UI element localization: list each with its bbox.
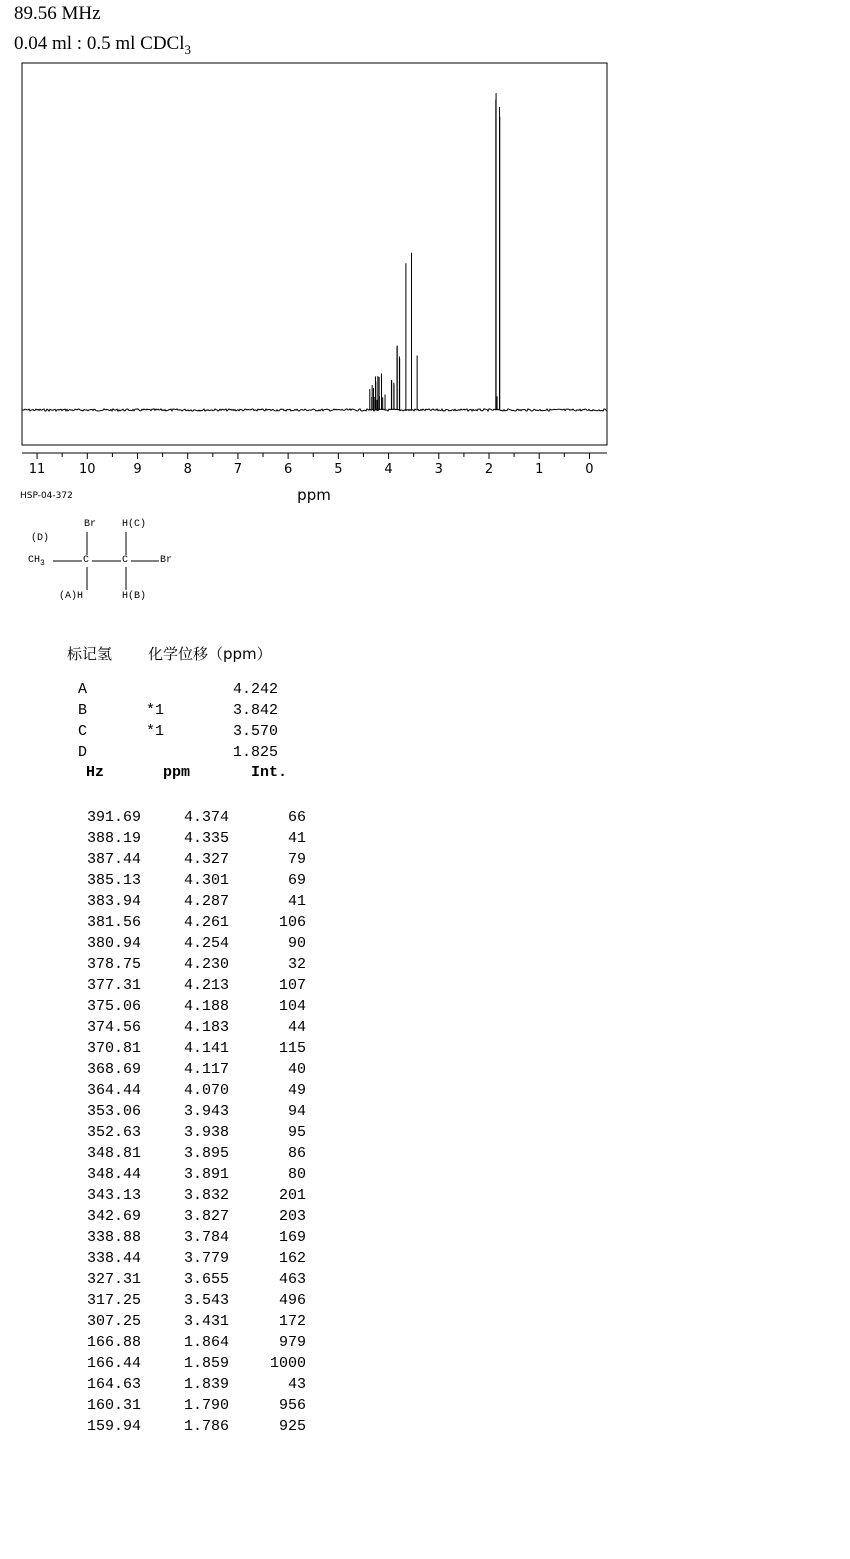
assignment-col-hydrogen: 标记氢	[67, 645, 113, 663]
peak-intensity: 201	[278, 1187, 306, 1204]
sample-prefix: 0.04 ml : 0.5 ml CDCl	[14, 33, 185, 54]
peak-hz: 166.88	[86, 1334, 141, 1351]
peak-hz: 353.06	[86, 1103, 141, 1120]
structure-ch-sub: 3	[40, 559, 45, 568]
peak-intensity: 40	[287, 1061, 306, 1078]
structure-c1: C	[83, 555, 90, 566]
peak-ppm: 4.188	[183, 998, 229, 1015]
peak-ppm: 3.431	[183, 1313, 229, 1330]
x-axis-label: ppm	[297, 486, 331, 504]
structure-ah: (A)H	[59, 591, 84, 602]
peak-intensity: 203	[278, 1208, 306, 1225]
peak-table-column-header: Hz	[86, 764, 105, 781]
peak-hz: 348.81	[86, 1145, 141, 1162]
peak-intensity: 43	[287, 1376, 306, 1393]
assignment-label: D	[78, 744, 88, 761]
peak-ppm: 3.895	[183, 1145, 229, 1162]
x-tick-label: 5	[334, 462, 343, 477]
x-tick-label: 1	[535, 462, 544, 477]
x-tick-label: 0	[585, 462, 594, 477]
peak-ppm: 4.183	[183, 1019, 229, 1036]
peak-ppm: 4.374	[183, 809, 229, 826]
peak-intensity: 107	[278, 977, 306, 994]
peak-ppm: 1.786	[183, 1418, 229, 1435]
peak-intensity: 80	[287, 1166, 306, 1183]
peak-hz: 387.44	[86, 851, 141, 868]
peak-ppm: 4.301	[183, 872, 229, 889]
peak-ppm: 4.254	[183, 935, 229, 952]
peak-hz: 375.06	[86, 998, 141, 1015]
peak-table-column-header: ppm	[163, 764, 191, 781]
peak-ppm: 4.230	[183, 956, 229, 973]
peak-ppm: 3.543	[183, 1292, 229, 1309]
peak-intensity: 979	[278, 1334, 306, 1351]
peak-ppm: 4.327	[183, 851, 229, 868]
peak-intensity: 66	[287, 809, 306, 826]
assignment-shift: 3.842	[233, 702, 279, 719]
peak-table-column-header: Int.	[251, 764, 288, 781]
peak-hz: 377.31	[86, 977, 141, 994]
peak-hz: 342.69	[86, 1208, 141, 1225]
peak-intensity: 162	[278, 1250, 306, 1267]
peak-ppm: 4.335	[183, 830, 229, 847]
structure-bonds	[0, 0, 200, 610]
peak-ppm: 4.261	[183, 914, 229, 931]
peak-hz: 307.25	[86, 1313, 141, 1330]
peak-hz: 364.44	[86, 1082, 141, 1099]
peak-hz: 381.56	[86, 914, 141, 931]
x-tick-label: 3	[434, 462, 443, 477]
x-tick-label: 9	[133, 462, 142, 477]
peak-intensity: 496	[278, 1292, 306, 1309]
x-tick-label: 11	[28, 462, 46, 477]
peak-hz: 327.31	[86, 1271, 141, 1288]
x-tick-label: 7	[233, 462, 243, 477]
peak-ppm: 3.655	[183, 1271, 229, 1288]
peak-ppm: 4.141	[183, 1040, 229, 1057]
peak-intensity: 115	[278, 1040, 306, 1057]
peak-intensity: 172	[278, 1313, 306, 1330]
assignment-label: C	[78, 723, 88, 740]
spectrum-code: HSP-04-372	[20, 491, 73, 501]
peak-hz: 338.44	[86, 1250, 141, 1267]
peak-intensity: 94	[287, 1103, 306, 1120]
peak-intensity: 90	[287, 935, 306, 952]
peak-ppm: 3.832	[183, 1187, 229, 1204]
assignment-label: A	[78, 681, 88, 698]
peak-hz: 388.19	[86, 830, 141, 847]
peak-ppm: 3.784	[183, 1229, 229, 1246]
peak-intensity: 79	[287, 851, 306, 868]
structure-c2: C	[122, 555, 129, 566]
peak-intensity: 86	[287, 1145, 306, 1162]
structure-br-top: Br	[84, 519, 97, 530]
peak-intensity: 463	[278, 1271, 306, 1288]
peak-ppm: 3.891	[183, 1166, 229, 1183]
peak-intensity: 41	[287, 893, 306, 910]
assignment-shift: 1.825	[233, 744, 279, 761]
assignment-col-shift: 化学位移（ppm）	[148, 645, 272, 663]
peak-intensity: 95	[287, 1124, 306, 1141]
peak-ppm: 3.943	[183, 1103, 229, 1120]
peak-hz: 348.44	[86, 1166, 141, 1183]
peak-hz: 368.69	[86, 1061, 141, 1078]
peak-hz: 374.56	[86, 1019, 141, 1036]
assignment-shift: 4.242	[233, 681, 279, 698]
peak-hz: 317.25	[86, 1292, 141, 1309]
peak-ppm: 4.287	[183, 893, 229, 910]
peak-hz: 391.69	[86, 809, 141, 826]
peak-intensity: 41	[287, 830, 306, 847]
peak-intensity: 44	[287, 1019, 306, 1036]
structure-d-label: (D)	[31, 533, 50, 544]
structure-br-right: Br	[160, 555, 173, 566]
peak-intensity: 925	[278, 1418, 306, 1435]
peak-ppm: 1.864	[183, 1334, 229, 1351]
x-tick-label: 4	[384, 462, 393, 477]
peak-ppm: 4.070	[183, 1082, 229, 1099]
x-tick-label: 8	[183, 462, 192, 477]
peak-intensity: 32	[287, 956, 306, 973]
peak-ppm: 3.827	[183, 1208, 229, 1225]
peak-hz: 380.94	[86, 935, 141, 952]
peak-hz: 159.94	[86, 1418, 141, 1435]
assignment-mark: *1	[146, 723, 165, 740]
peak-intensity: 106	[278, 914, 306, 931]
assignment-mark: *1	[146, 702, 165, 719]
peak-intensity: 1000	[269, 1355, 306, 1372]
peak-intensity: 69	[287, 872, 306, 889]
peak-hz: 378.75	[86, 956, 141, 973]
peak-hz: 383.94	[86, 893, 141, 910]
x-tick-label: 10	[79, 462, 96, 477]
spectrometer-frequency: 89.56 MHz	[14, 3, 101, 24]
peak-intensity: 49	[287, 1082, 306, 1099]
assignment-shift: 3.570	[233, 723, 279, 740]
x-tick-label: 6	[283, 462, 293, 477]
peak-ppm: 4.213	[183, 977, 229, 994]
peak-hz: 343.13	[86, 1187, 141, 1204]
peak-intensity: 104	[278, 998, 306, 1015]
peak-hz: 166.44	[86, 1355, 141, 1372]
structure-ch: CH	[28, 555, 41, 566]
peak-ppm: 1.859	[183, 1355, 229, 1372]
peak-ppm: 1.790	[183, 1397, 229, 1414]
assignment-header	[67, 643, 272, 664]
peak-intensity: 169	[278, 1229, 306, 1246]
peak-hz: 385.13	[86, 872, 141, 889]
peak-hz: 338.88	[86, 1229, 141, 1246]
peak-ppm: 3.779	[183, 1250, 229, 1267]
peak-ppm: 4.117	[183, 1061, 229, 1078]
peak-hz: 370.81	[86, 1040, 141, 1057]
structure-hb: H(B)	[122, 591, 147, 602]
peak-hz: 164.63	[86, 1376, 141, 1393]
x-tick-label: 2	[484, 462, 494, 477]
peak-intensity: 956	[278, 1397, 306, 1414]
peak-hz: 160.31	[86, 1397, 141, 1414]
structure-hc-top: H(C)	[122, 519, 147, 530]
peak-ppm: 1.839	[183, 1376, 229, 1393]
peak-ppm: 3.938	[183, 1124, 229, 1141]
peak-hz: 352.63	[86, 1124, 141, 1141]
sample-subscript: 3	[184, 41, 191, 57]
assignment-label: B	[78, 702, 88, 719]
